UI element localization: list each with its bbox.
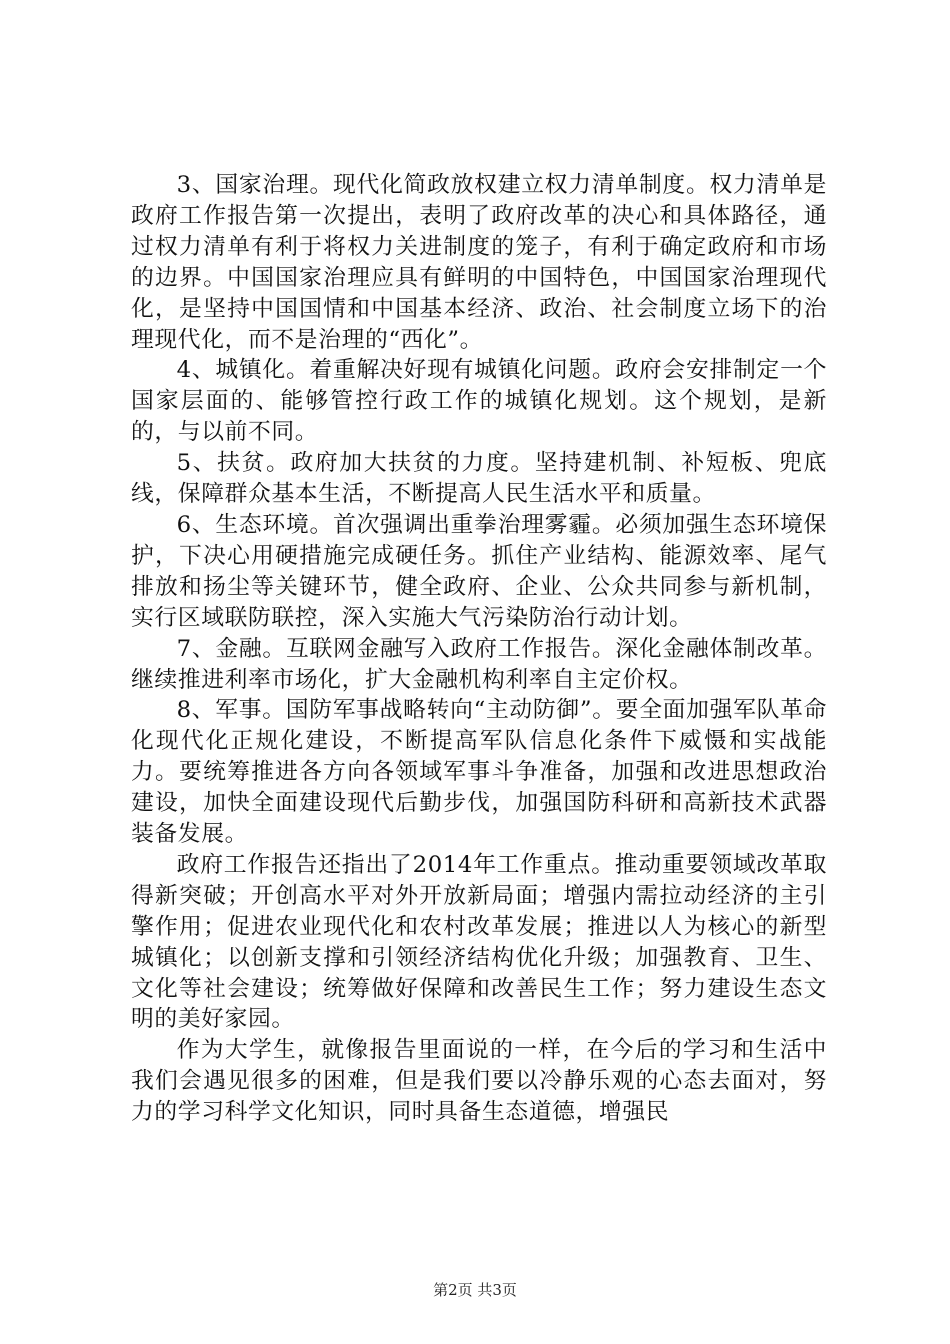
paragraph-ecological-environment: 6、生态环境。首次强调出重拳治理雾霾。必须加强生态环境保护，下决心用硬措施完成硬任务。抓住产业结构、能源效率、尾气排放和扬尘等关键环节，健全政府、企业、公众共同参与新机制，实行区域联防联控，深入实施大气污染防治行动计划。: [131, 511, 827, 631]
paragraph-urbanization: 4、城镇化。着重解决好现有城镇化问题。政府会安排制定一个国家层面的、能够管控行政工作的城镇化规划。这个规划，是新的，与以前不同。: [131, 357, 827, 446]
paragraph-national-governance: 3、国家治理。现代化简政放权建立权力清单制度。权力清单是政府工作报告第一次提出，表明了政府改革的决心和具体路径，通过权力清单有利于将权力关进制度的笼子，有利于确定政府和市场的边界。中国国家治理应具有鲜明的中国特色，中国国家治理现代化，是坚持中国国情和中国基本经济、政治、社会制度立场下的治理现代化，而不是治理的“西化”。: [131, 172, 827, 353]
paragraph-work-priorities: 政府工作报告还指出了2014年工作重点。推动重要领域改革取得新突破；开创高水平对外开放新局面；增强内需拉动经济的主引擎作用；促进农业现代化和农村改革发展；推进以人为核心的新型城镇化；以创新支撑和引领经济结构优化升级；加强教育、卫生、文化等社会建设；统筹做好保障和改善民生工作；努力建设生态文明的美好家园。: [131, 851, 827, 1033]
document-body: [131, 170, 827, 1128]
paragraph-military: 8、军事。国防军事战略转向“主动防御”。要全面加强军队革命化现代化正规化建设，不断提高军队信息化条件下威慑和实战能力。要统筹推进各方向各领域军事斗争准备，加强和改进思想政治建设，加快全面建设现代后勤步伐，加强国防科研和高新技术武器装备发展。: [131, 697, 827, 848]
paragraph-student-reflection: 作为大学生，就像报告里面说的一样，在今后的学习和生活中我们会遇见很多的困难，但是我们要以冷静乐观的心态去面对，努力的学习科学文化知识，同时具备生态道德，增强民: [131, 1037, 827, 1126]
paragraph-poverty-alleviation: 5、扶贫。政府加大扶贫的力度。坚持建机制、补短板、兜底线，保障群众基本生活，不断提高人民生活水平和质量。: [131, 450, 827, 508]
paragraph-finance: 7、金融。互联网金融写入政府工作报告。深化金融体制改革。继续推进利率市场化，扩大金融机构利率自主定价权。: [131, 635, 827, 693]
page-number-footer: 第2页 共3页: [433, 1281, 517, 1299]
